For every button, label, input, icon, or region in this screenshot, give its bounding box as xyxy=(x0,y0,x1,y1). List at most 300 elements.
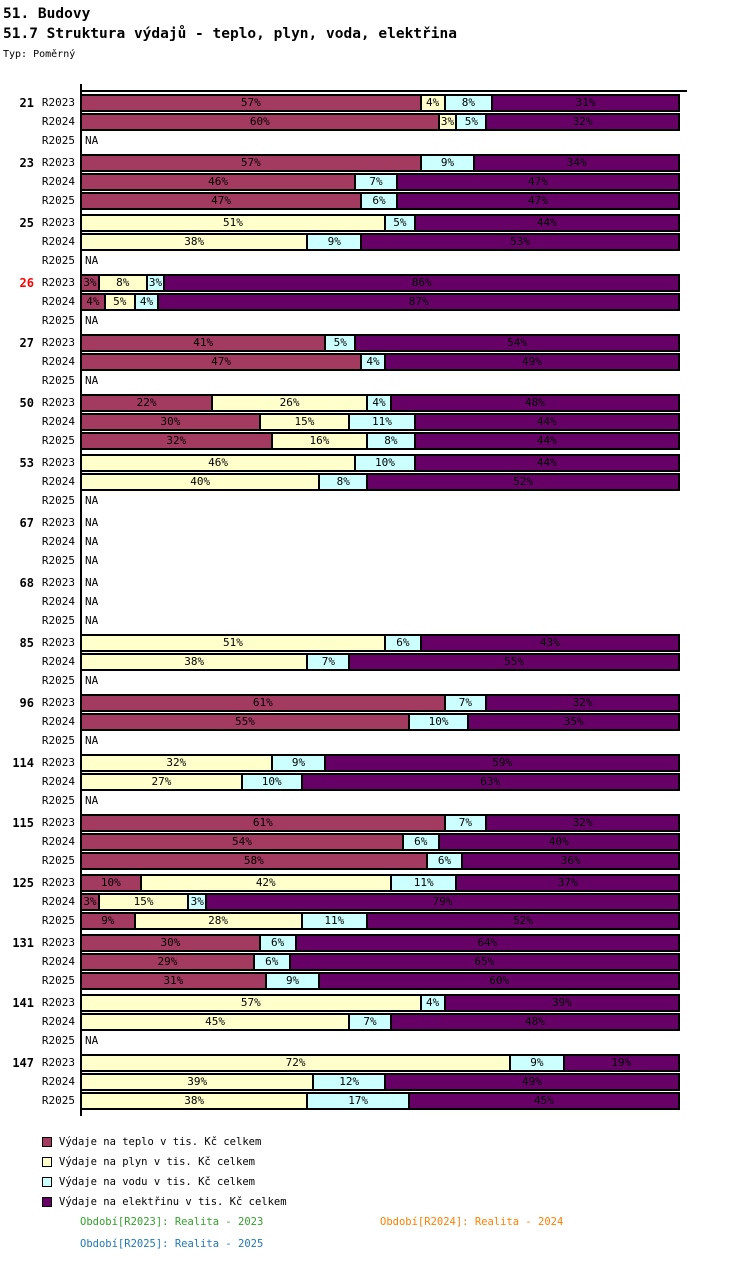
segment-value: 58% xyxy=(243,854,264,867)
bar-row xyxy=(0,792,750,811)
bar-segment-plyn xyxy=(82,475,320,489)
bar-row xyxy=(0,1054,750,1073)
row-period-label: R2025 xyxy=(41,254,75,267)
segment-value: 44% xyxy=(536,216,557,229)
bar-row xyxy=(0,713,750,732)
report-header xyxy=(3,5,457,61)
segment-value: 34% xyxy=(566,156,587,169)
segment-value: 19% xyxy=(611,1056,632,1069)
bar-row xyxy=(0,312,750,331)
bar-area xyxy=(80,934,680,952)
na-label: NA xyxy=(85,674,99,687)
bar-segment-teplo xyxy=(82,936,261,950)
segment-value: 8% xyxy=(384,434,398,447)
segment-value: 30% xyxy=(160,936,181,949)
bar-segment-plyn xyxy=(82,1075,314,1089)
segment-value: 9% xyxy=(530,1056,544,1069)
segment-value: 72% xyxy=(285,1056,306,1069)
bar-row xyxy=(0,754,750,773)
segment-value: 46% xyxy=(208,175,229,188)
stacked-bar xyxy=(80,1073,680,1091)
stacked-bar xyxy=(80,773,680,791)
segment-value: 53% xyxy=(510,235,530,248)
row-period-label: R2024 xyxy=(41,775,75,788)
bar-area xyxy=(80,413,680,431)
na-label: NA xyxy=(85,554,99,567)
bar-segment-voda xyxy=(446,816,488,830)
group-label: 50 xyxy=(19,396,34,410)
bar-segment-teplo xyxy=(82,715,410,729)
bar-area xyxy=(80,353,680,371)
row-period-label: R2024 xyxy=(41,1075,75,1088)
bar-group xyxy=(0,214,750,271)
segment-value: 51% xyxy=(223,216,243,229)
bar-row xyxy=(0,132,750,151)
bar-segment-teplo xyxy=(82,434,273,448)
bar-segment-voda xyxy=(326,336,356,350)
segment-value: 4% xyxy=(426,96,440,109)
bar-segment-voda xyxy=(422,996,446,1010)
row-period-label: R2023 xyxy=(41,396,75,409)
segment-value: 10% xyxy=(100,876,121,889)
segment-value: 22% xyxy=(136,396,157,409)
bar-area xyxy=(80,514,680,532)
segment-value: 40% xyxy=(190,475,211,488)
bar-segment-elektrina xyxy=(398,194,678,208)
segment-value: 32% xyxy=(166,434,187,447)
row-period-label: R2025 xyxy=(41,434,75,447)
bar-segment-teplo xyxy=(82,96,422,110)
bar-group xyxy=(0,1054,750,1111)
segment-value: 29% xyxy=(157,955,178,968)
stacked-bar xyxy=(80,394,680,412)
bar-segment-teplo xyxy=(82,895,100,909)
stacked-bar xyxy=(80,634,680,652)
bar-segment-plyn xyxy=(82,655,308,669)
row-period-label: R2023 xyxy=(41,1056,75,1069)
bar-segment-teplo xyxy=(82,816,446,830)
bar-segment-plyn xyxy=(82,1015,350,1029)
segment-value: 79% xyxy=(432,895,453,908)
bar-area xyxy=(80,394,680,412)
na-label: NA xyxy=(85,576,99,589)
stacked-bar xyxy=(80,334,680,352)
segment-value: 54% xyxy=(231,835,252,848)
row-period-label: R2024 xyxy=(41,355,75,368)
bar-segment-plyn xyxy=(261,415,350,429)
segment-value: 7% xyxy=(458,696,473,709)
bar-segment-elektrina xyxy=(386,355,678,369)
segment-value: 4% xyxy=(426,996,440,1009)
bar-row xyxy=(0,492,750,511)
segment-value: 44% xyxy=(536,415,557,428)
row-period-label: R2025 xyxy=(41,314,75,327)
group-label: 131 xyxy=(12,936,34,950)
bar-segment-voda xyxy=(410,715,470,729)
bar-area xyxy=(80,814,680,832)
segment-value: 37% xyxy=(557,876,578,889)
segment-value: 11% xyxy=(413,876,434,889)
bar-area xyxy=(80,612,680,630)
bar-segment-elektrina xyxy=(398,175,678,189)
na-label: NA xyxy=(85,516,99,529)
na-label: NA xyxy=(85,494,99,507)
bar-row xyxy=(0,1092,750,1111)
bar-segment-teplo xyxy=(82,156,422,170)
period-note-2025: Období[R2025]: Realita - 2025 xyxy=(80,1238,264,1250)
bar-row xyxy=(0,773,750,792)
bar-row xyxy=(0,473,750,492)
bar-area xyxy=(80,334,680,352)
row-period-label: R2025 xyxy=(41,674,75,687)
bar-segment-elektrina xyxy=(356,336,678,350)
segment-value: 5% xyxy=(333,336,347,349)
stacked-bar xyxy=(80,814,680,832)
bar-segment-elektrina xyxy=(320,974,678,988)
stacked-bar xyxy=(80,94,680,112)
group-label: 25 xyxy=(19,216,34,230)
bar-segment-teplo xyxy=(82,696,446,710)
na-label: NA xyxy=(85,614,99,627)
bar-segment-voda xyxy=(308,1094,409,1108)
bar-segment-plyn xyxy=(100,895,189,909)
bar-segment-plyn xyxy=(82,1094,308,1108)
segment-value: 43% xyxy=(539,636,560,649)
bar-segment-voda xyxy=(243,775,303,789)
bar-group xyxy=(0,334,750,391)
row-period-label: R2024 xyxy=(41,655,75,668)
bar-group xyxy=(0,394,750,451)
row-period-label: R2025 xyxy=(41,554,75,567)
bar-segment-elektrina xyxy=(297,936,678,950)
chart-groups xyxy=(0,90,750,1111)
na-label: NA xyxy=(85,535,99,548)
stacked-bar xyxy=(80,1054,680,1072)
bar-row xyxy=(0,994,750,1013)
bar-area xyxy=(80,672,680,690)
bar-segment-voda xyxy=(511,1056,565,1070)
bar-segment-elektrina xyxy=(291,955,678,969)
segment-value: 55% xyxy=(234,715,255,728)
legend-label: Výdaje na teplo v tis. Kč celkem xyxy=(59,1136,262,1148)
bar-area xyxy=(80,972,680,990)
bar-area xyxy=(80,653,680,671)
segment-value: 57% xyxy=(240,96,261,109)
group-label: 68 xyxy=(19,576,34,590)
row-period-label: R2024 xyxy=(41,475,75,488)
bar-segment-plyn xyxy=(136,914,303,928)
group-label-highlighted: 26 xyxy=(19,276,34,290)
bar-area xyxy=(80,432,680,450)
bar-area xyxy=(80,94,680,112)
stacked-bar xyxy=(80,953,680,971)
segment-value: 4% xyxy=(86,295,100,308)
bar-row xyxy=(0,1032,750,1051)
bar-group xyxy=(0,814,750,871)
row-period-label: R2023 xyxy=(41,336,75,349)
segment-value: 54% xyxy=(507,336,527,349)
row-period-label: R2023 xyxy=(41,636,75,649)
bar-row xyxy=(0,274,750,293)
segment-value: 49% xyxy=(522,1075,542,1088)
bar-area xyxy=(80,893,680,911)
bar-segment-voda xyxy=(392,876,458,890)
segment-value: 5% xyxy=(464,115,478,128)
bar-row xyxy=(0,454,750,473)
na-label: NA xyxy=(85,314,99,327)
segment-value: 61% xyxy=(252,816,273,829)
segment-value: 31% xyxy=(575,96,596,109)
bar-area xyxy=(80,694,680,712)
segment-value: 9% xyxy=(327,235,341,248)
segment-value: 57% xyxy=(240,156,261,169)
segment-value: 5% xyxy=(393,216,407,229)
segment-value: 9% xyxy=(101,914,115,927)
segment-value: 39% xyxy=(551,996,572,1009)
stacked-bar xyxy=(80,833,680,851)
bar-group xyxy=(0,694,750,751)
bar-segment-elektrina xyxy=(326,756,678,770)
segment-value: 40% xyxy=(548,835,569,848)
segment-value: 12% xyxy=(339,1075,360,1088)
bar-row xyxy=(0,912,750,931)
segment-value: 65% xyxy=(474,955,495,968)
bar-area xyxy=(80,192,680,210)
bar-area xyxy=(80,912,680,930)
segment-value: 47% xyxy=(211,355,231,368)
stacked-bar xyxy=(80,653,680,671)
segment-value: 10% xyxy=(261,775,282,788)
bar-segment-plyn xyxy=(82,996,422,1010)
segment-value: 15% xyxy=(133,895,154,908)
bar-segment-elektrina xyxy=(350,655,678,669)
bar-row xyxy=(0,293,750,312)
stacked-bar xyxy=(80,473,680,491)
bar-segment-voda xyxy=(350,1015,392,1029)
segment-value: 45% xyxy=(533,1094,554,1107)
legend-item xyxy=(42,1132,287,1152)
bar-area xyxy=(80,552,680,570)
segment-value: 42% xyxy=(255,876,276,889)
bar-segment-elektrina xyxy=(422,636,678,650)
segment-value: 4% xyxy=(372,396,386,409)
stacked-bar xyxy=(80,934,680,952)
period-note-2023: Období[R2023]: Realita - 2023 xyxy=(80,1216,264,1228)
bar-segment-teplo xyxy=(82,396,213,410)
segment-value: 63% xyxy=(480,775,501,788)
row-period-label: R2025 xyxy=(41,1034,75,1047)
bar-segment-plyn xyxy=(106,295,136,309)
segment-value: 32% xyxy=(572,816,593,829)
segment-value: 44% xyxy=(536,456,557,469)
bar-segment-elektrina xyxy=(565,1056,678,1070)
bar-row xyxy=(0,372,750,391)
stacked-bar xyxy=(80,994,680,1012)
group-label: 67 xyxy=(19,516,34,530)
bar-row xyxy=(0,732,750,751)
bar-segment-voda xyxy=(428,854,464,868)
segment-value: 6% xyxy=(396,636,410,649)
bar-segment-voda xyxy=(267,974,321,988)
bar-segment-elektrina xyxy=(446,996,678,1010)
segment-value: 7% xyxy=(369,175,383,188)
bar-segment-elektrina xyxy=(463,854,678,868)
bar-segment-elektrina xyxy=(440,835,678,849)
segment-value: 3% xyxy=(83,276,97,289)
bar-area xyxy=(80,372,680,390)
stacked-bar xyxy=(80,713,680,731)
bar-row xyxy=(0,552,750,571)
row-period-label: R2023 xyxy=(41,756,75,769)
bar-segment-plyn xyxy=(82,1056,511,1070)
bar-segment-voda xyxy=(308,655,350,669)
bar-area xyxy=(80,132,680,150)
bar-area xyxy=(80,634,680,652)
segment-value: 28% xyxy=(208,914,228,927)
bar-segment-voda xyxy=(303,914,369,928)
row-period-label: R2025 xyxy=(41,974,75,987)
group-label: 96 xyxy=(19,696,34,710)
stacked-bar xyxy=(80,413,680,431)
bar-group xyxy=(0,94,750,151)
chart-type-label: Typ: Poměrný xyxy=(3,49,76,60)
bar-segment-voda xyxy=(136,295,160,309)
bar-segment-voda xyxy=(457,115,487,129)
legend-swatch-plyn xyxy=(42,1157,52,1167)
bar-row xyxy=(0,1013,750,1032)
bar-segment-plyn xyxy=(82,636,386,650)
na-label: NA xyxy=(85,734,99,747)
bar-segment-elektrina xyxy=(469,715,678,729)
stacked-bar xyxy=(80,874,680,892)
segment-value: 48% xyxy=(525,1015,545,1028)
bar-segment-voda xyxy=(386,216,416,230)
row-period-label: R2023 xyxy=(41,96,75,109)
segment-value: 17% xyxy=(348,1094,369,1107)
stacked-bar xyxy=(80,353,680,371)
segment-value: 8% xyxy=(336,475,350,488)
bar-row xyxy=(0,852,750,871)
segment-value: 44% xyxy=(536,434,557,447)
row-period-label: R2025 xyxy=(41,794,75,807)
group-label: 21 xyxy=(19,96,34,110)
na-label: NA xyxy=(85,1034,99,1047)
bar-segment-voda xyxy=(368,434,416,448)
stacked-bar xyxy=(80,852,680,870)
stacked-bar xyxy=(80,192,680,210)
bar-segment-elektrina xyxy=(368,475,678,489)
bar-segment-teplo xyxy=(82,876,142,890)
bar-segment-teplo xyxy=(82,115,440,129)
segment-value: 3% xyxy=(83,895,97,908)
bar-segment-voda xyxy=(350,415,416,429)
legend-swatch-voda xyxy=(42,1177,52,1187)
group-label: 23 xyxy=(19,156,34,170)
segment-value: 4% xyxy=(139,295,154,308)
legend-label: Výdaje na vodu v tis. Kč celkem xyxy=(59,1176,255,1188)
row-period-label: R2024 xyxy=(41,715,75,728)
segment-value: 27% xyxy=(151,775,172,788)
bar-row xyxy=(0,653,750,672)
bar-area xyxy=(80,252,680,270)
bar-row xyxy=(0,612,750,631)
bar-segment-voda xyxy=(368,396,392,410)
segment-value: 7% xyxy=(321,655,335,668)
bar-segment-elektrina xyxy=(416,456,678,470)
bar-segment-plyn xyxy=(82,216,386,230)
stacked-bar xyxy=(80,154,680,172)
bar-area xyxy=(80,874,680,892)
bar-segment-teplo xyxy=(82,355,362,369)
segment-value: 26% xyxy=(279,396,300,409)
segment-value: 15% xyxy=(294,415,315,428)
bar-area xyxy=(80,1092,680,1110)
row-period-label: R2023 xyxy=(41,516,75,529)
group-label: 141 xyxy=(12,996,34,1010)
stacked-bar xyxy=(80,432,680,450)
bar-area xyxy=(80,293,680,311)
segment-value: 11% xyxy=(372,415,392,428)
group-label: 53 xyxy=(19,456,34,470)
segment-value: 38% xyxy=(184,1094,205,1107)
segment-value: 10% xyxy=(428,715,449,728)
bar-row xyxy=(0,672,750,691)
legend-label: Výdaje na elektřinu v tis. Kč celkem xyxy=(59,1196,287,1208)
segment-value: 41% xyxy=(193,336,214,349)
row-period-label: R2025 xyxy=(41,374,75,387)
bar-row xyxy=(0,252,750,271)
bar-area xyxy=(80,1054,680,1072)
row-period-label: R2024 xyxy=(41,955,75,968)
bar-segment-elektrina xyxy=(416,434,678,448)
segment-value: 48% xyxy=(524,396,545,409)
segment-value: 6% xyxy=(437,854,452,867)
row-period-label: R2025 xyxy=(41,194,75,207)
bar-segment-voda xyxy=(320,475,368,489)
legend-label: Výdaje na plyn v tis. Kč celkem xyxy=(59,1156,255,1168)
stacked-bar xyxy=(80,293,680,311)
bar-area xyxy=(80,773,680,791)
segment-value: 16% xyxy=(309,434,330,447)
bar-row xyxy=(0,953,750,972)
period-note-2024: Období[R2024]: Realita - 2024 xyxy=(380,1216,564,1228)
segment-value: 52% xyxy=(513,914,533,927)
row-period-label: R2023 xyxy=(41,456,75,469)
legend-item xyxy=(42,1192,287,1212)
row-period-label: R2024 xyxy=(41,595,75,608)
bar-row xyxy=(0,814,750,833)
bar-segment-voda xyxy=(273,756,327,770)
bar-group xyxy=(0,994,750,1051)
bar-row xyxy=(0,413,750,432)
row-period-label: R2024 xyxy=(41,235,75,248)
bar-segment-voda xyxy=(362,194,398,208)
segment-value: 60% xyxy=(249,115,270,128)
segment-value: 86% xyxy=(411,276,432,289)
row-period-label: R2024 xyxy=(41,295,75,308)
row-period-label: R2023 xyxy=(41,936,75,949)
segment-value: 7% xyxy=(458,816,473,829)
segment-value: 8% xyxy=(461,96,475,109)
page-title: 51. Budovy xyxy=(3,6,91,22)
bar-segment-elektrina xyxy=(457,876,678,890)
segment-value: 11% xyxy=(324,914,345,927)
row-period-label: R2025 xyxy=(41,1094,75,1107)
row-period-label: R2023 xyxy=(41,576,75,589)
stacked-bar xyxy=(80,912,680,930)
bar-area xyxy=(80,1032,680,1050)
bar-segment-elektrina xyxy=(362,235,678,249)
